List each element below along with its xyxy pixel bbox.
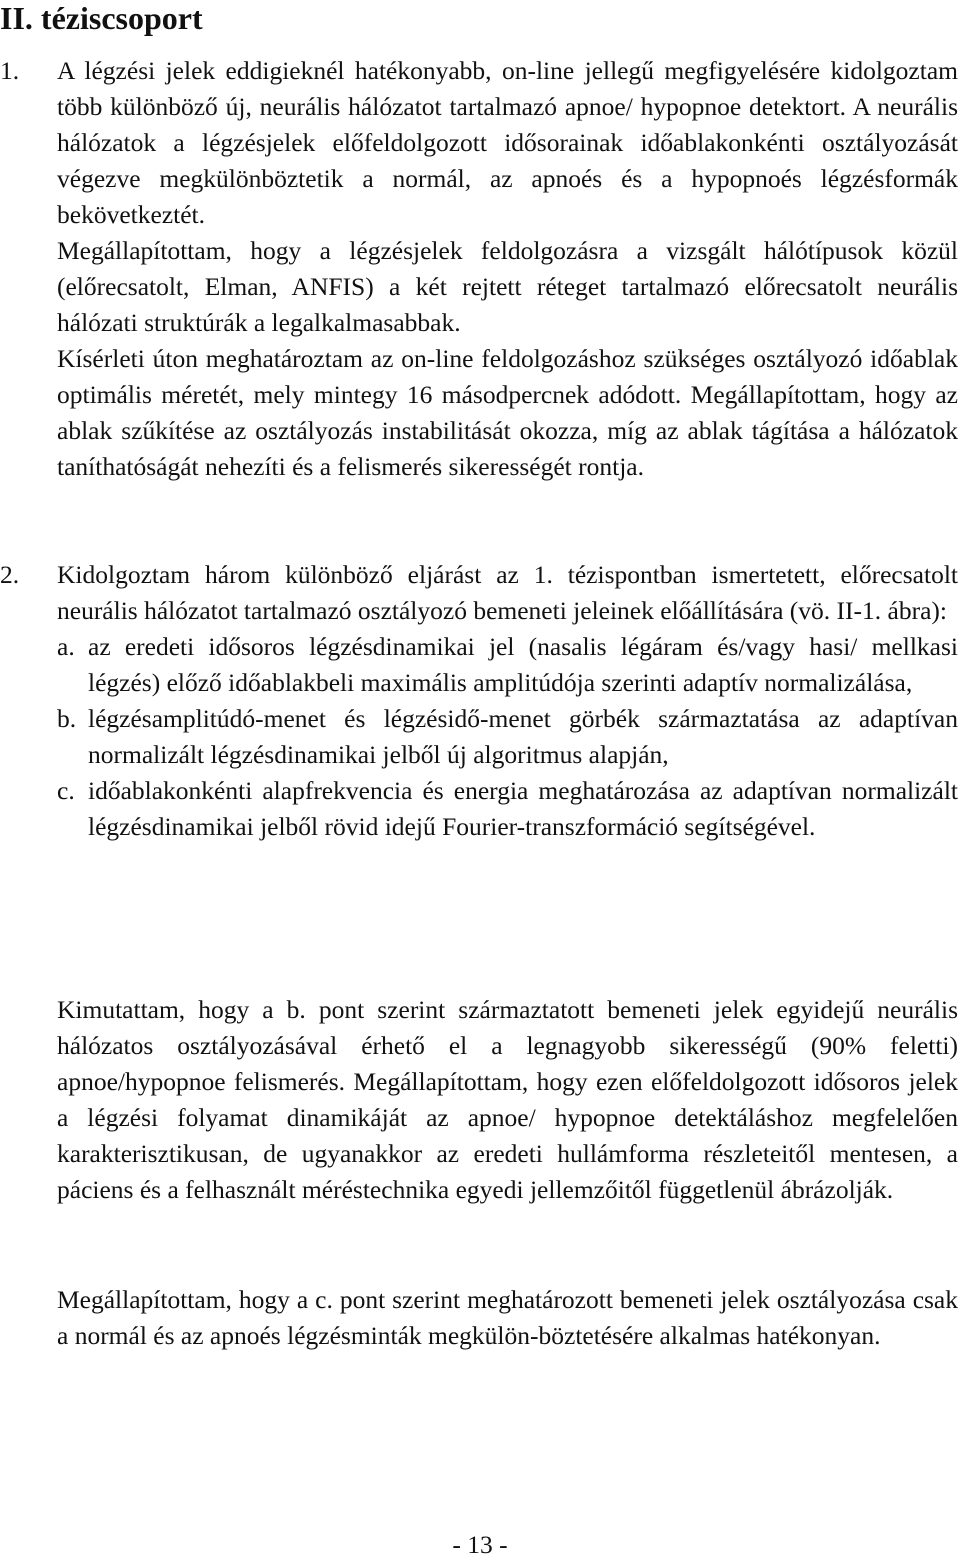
thesis-paragraph: Megállapítottam, hogy a légzésjelek feldolgozásra a vizsgált hálótípusok közül (előrecsatolt, Elman, ANFIS) a két rejtett réteget tartalmazó előrecsatolt neurális hálózati struktúrák a legalkalmasabbak. (57, 236, 958, 337)
sub-item-letter: c. (57, 776, 75, 805)
body-paragraph: Kimutattam, hogy a b. pont szerint származtatott bemeneti jelek egyidejű neurális hálózatos osztályozásával érhető el a legnagyobb sikerességű (90% feletti) apnoe/hypopnoe felismerés. Megállapítottam, hogy ezen előfeldolgozott idősoros jelek a légzési folyamat dinamikáját az apnoe/ hypopnoe detektáláshoz megfelelően karakterisztikusan, de ugyanakkor az eredeti hullámforma részleteitől mentesen, a páciens és a felhasznált méréstechnika egyedi jellemzőitől függetlenül ábrázolják. (57, 995, 958, 1204)
thesis-item-2 (0, 557, 958, 845)
thesis-intro: Kidolgoztam három különböző eljárást az 1. tézispontban ismertetett, előrecsatolt neurális hálózatot tartalmazó osztályozó bemeneti jeleinek előállítására (vö. II-1. ábra): (57, 560, 958, 625)
sub-item-text: az eredeti idősoros légzésdinamikai jel (nasalis légáram és/vagy hasi/ mellkasi légzés) előző időablakbeli maximális amplitúdója szerinti adaptív normalizálása, (88, 632, 958, 697)
sub-item-b (57, 701, 958, 773)
thesis-number: 2. (0, 560, 20, 589)
thesis-body (57, 557, 958, 845)
section-heading: II. téziscsoport (0, 0, 203, 36)
thesis-number: 1. (0, 56, 20, 85)
thesis-paragraph: Kísérleti úton meghatároztam az on-line feldolgozáshoz szükséges osztályozó időablak optimális méretét, mely mintegy 16 másodpercnek adódott. Megállapítottam, hogy az ablak szűkítése az osztályozás instabilitását okozza, míg az ablak tágítása a hálózatok taníthatóságát nehezíti és a felismerés sikerességét rontja. (57, 344, 958, 481)
sub-item-c (57, 773, 958, 845)
thesis-paragraph: A légzési jelek eddigieknél hatékonyabb, on-line jellegű megfigyelésére kidolgoztam több különböző új, neurális hálózatot tartalmazó apnoe/ hypopnoe detektort. A neurális hálózatok a légzésjelek előfeldolgozott idősorainak időablakonkénti osztályozását végezve megkülönböztetik a normál, az apnoés és a hypopnoés légzésformák bekövetkeztét. (57, 56, 958, 229)
sub-item-text: légzésamplitúdó-menet és légzésidő-menet görbék származtatása az adaptívan normalizált légzésdinamikai jelből új algoritmus alapján, (88, 704, 958, 769)
body-paragraph: Megállapítottam, hogy a c. pont szerint meghatározott bemeneti jelek osztályozása csak a normál és az apnoés légzésminták megkülön-böztetésére alkalmas hatékonyan. (57, 1285, 958, 1350)
thesis-item-1 (0, 53, 958, 485)
sub-item-letter: b. (57, 704, 77, 733)
sub-item-letter: a. (57, 632, 75, 661)
sub-item-a (57, 629, 958, 701)
thesis-body (57, 53, 958, 485)
page-number: - 13 - (452, 1530, 508, 1559)
sub-item-text: időablakonkénti alapfrekvencia és energia meghatározása az adaptívan normalizált légzésdinamikai jelből rövid idejű Fourier-transzformáció segítségével. (88, 776, 958, 841)
